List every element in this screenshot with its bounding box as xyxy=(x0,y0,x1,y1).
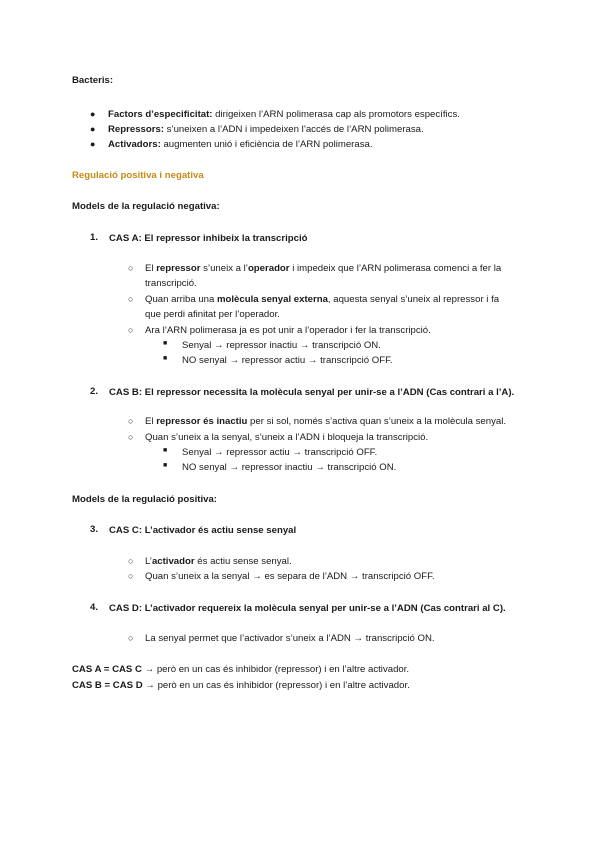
list-item: Repressors: s’uneixen a l’ADN i impedeixen l’accés de l’ARN polimerasa. xyxy=(108,124,424,135)
positive-heading: Models de la regulació positiva: xyxy=(72,494,218,505)
hollow-bullet-icon: ○ xyxy=(128,325,134,335)
case-b-bullet-2: Quan s’uneix a la senyal, s’uneix a l’ADN i bloqueja la transcripció. xyxy=(145,432,429,443)
section-title: Regulació positiva i negativa xyxy=(72,170,204,181)
square-bullet-icon: ■ xyxy=(163,340,168,347)
hollow-bullet-icon: ○ xyxy=(128,571,134,581)
hollow-bullet-icon: ○ xyxy=(128,294,134,304)
bullet-icon: ● xyxy=(90,124,96,134)
square-bullet-icon: ■ xyxy=(163,447,168,454)
hollow-bullet-icon: ○ xyxy=(128,416,134,426)
case-number: 1. xyxy=(90,232,99,243)
negative-heading: Models de la regulació negativa: xyxy=(72,201,220,212)
case-b-bullet-1: El repressor és inactiu per si sol, només s’activa quan s’uneix a la molècula senyal. xyxy=(145,416,507,427)
case-number: 3. xyxy=(90,524,99,535)
case-a-bullet-1: El repressor s’uneix a l’operador i impedeix que l’ARN polimerasa comenci a fer la xyxy=(145,263,502,274)
case-c-bullet-1: L’activador és actiu sense senyal. xyxy=(145,556,292,567)
case-b-title: CAS B: El repressor necessita la molècula senyal per unir-se a l’ADN (Cas contrari a l’A). xyxy=(109,387,515,398)
case-a-bullet-2-cont: que perdi afinitat per l’operador. xyxy=(145,309,280,320)
list-item: Factors d’especificitat: dirigeixen l’ARN polimerasa cap als promotors específics. xyxy=(108,109,460,120)
hollow-bullet-icon: ○ xyxy=(128,633,134,643)
case-c-bullet-2: Quan s’uneix a la senyal → es separa de l’ADN → transcripció OFF. xyxy=(145,571,435,582)
case-a-bullet-3: Ara l’ARN polimerasa ja es pot unir a l’operador i fer la transcripció. xyxy=(145,325,431,336)
hollow-bullet-icon: ○ xyxy=(128,556,134,566)
hollow-bullet-icon: ○ xyxy=(128,263,134,273)
case-a-sub-1: Senyal → repressor inactiu → transcripció ON. xyxy=(182,340,381,351)
summary-line: CAS B = CAS D → però en un cas és inhibidor (repressor) i en l’altre activador. xyxy=(72,680,410,691)
case-a-title: CAS A: El repressor inhibeix la transcripció xyxy=(109,233,308,244)
case-a-bullet-1-cont: transcripció. xyxy=(145,278,197,289)
case-c-title: CAS C: L’activador és actiu sense senyal xyxy=(109,525,297,536)
square-bullet-icon: ■ xyxy=(163,355,168,362)
bullet-icon: ● xyxy=(90,109,96,119)
case-a-bullet-2: Quan arriba una molècula senyal externa, aquesta senyal s’uneix al repressor i fa xyxy=(145,294,500,305)
case-a-sub-2: NO senyal → repressor actiu → transcripció OFF. xyxy=(182,355,393,366)
case-d-bullet-1: La senyal permet que l’activador s’uneix a l’ADN → transcripció ON. xyxy=(145,633,435,644)
bacteris-heading: Bacteris: xyxy=(72,75,114,86)
case-b-sub-1: Senyal → repressor actiu → transcripció OFF. xyxy=(182,447,378,458)
case-b-sub-2: NO senyal → repressor inactiu → transcripció ON. xyxy=(182,462,397,473)
square-bullet-icon: ■ xyxy=(163,462,168,469)
case-d-title: CAS D: L’activador requereix la molècula senyal per unir-se a l’ADN (Cas contrari al C). xyxy=(109,603,506,614)
bullet-icon: ● xyxy=(90,139,96,149)
summary-line: CAS A = CAS C → però en un cas és inhibidor (repressor) i en l’altre activador. xyxy=(72,664,410,675)
case-number: 2. xyxy=(90,386,99,397)
list-item: Activadors: augmenten unió i eficiència de l’ARN polimerasa. xyxy=(108,139,373,150)
case-number: 4. xyxy=(90,602,99,613)
hollow-bullet-icon: ○ xyxy=(128,432,134,442)
